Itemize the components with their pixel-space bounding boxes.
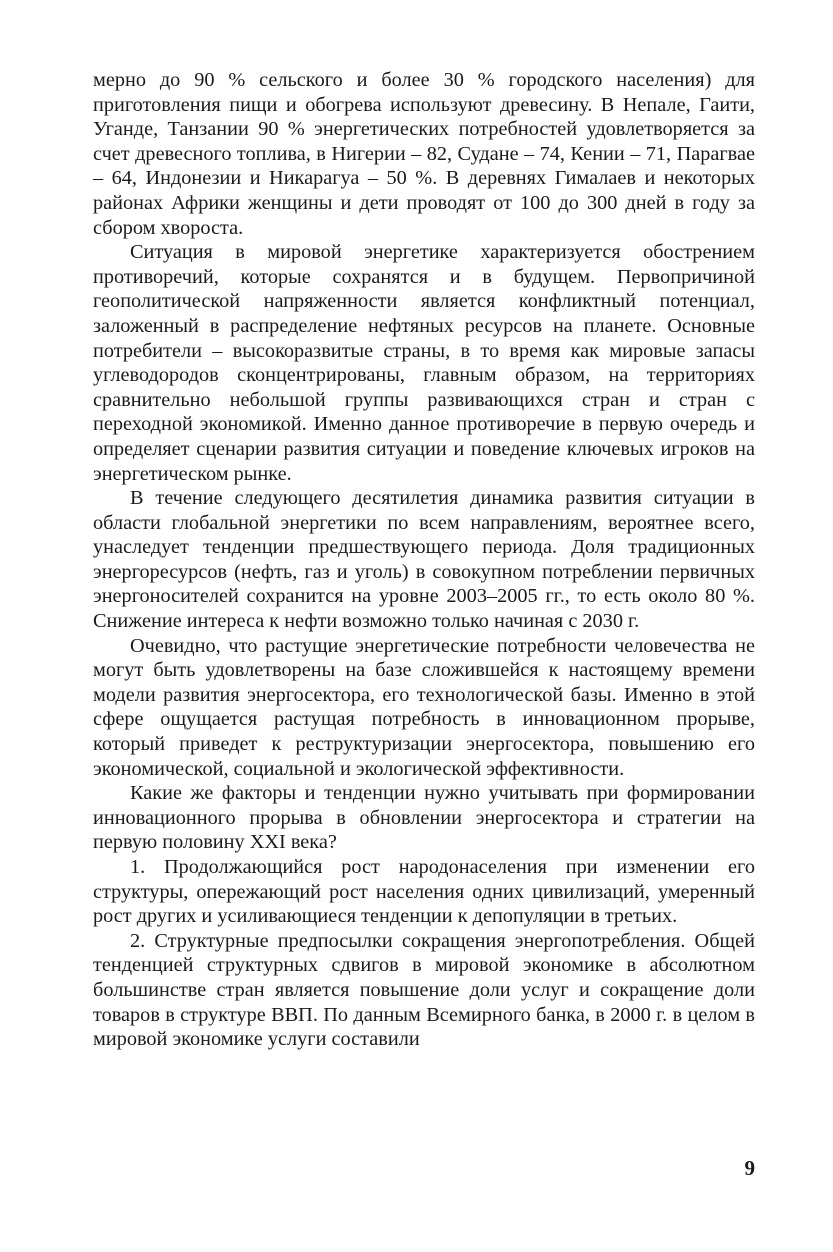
paragraph-innovation-need: Очевидно, что растущие энергетические потребности человечества не могут быть удовлетворены на базе сложившейся к настоящему времени модели развития энергосектора, его технологической базы. Именно в этой сфере ощущается растущая потребность в инновационном прорыве, который приведет к реструктуризации энергосектора, повышению его экономической, социальной и экологической эффективности. [93,634,755,780]
paragraph-energy-contradictions: Ситуация в мировой энергетике характеризуется обострением противоречий, которые сохранятся и в будущем. Первопричиной геополитической напряженности является конфликтный потенциал, заложенный в распределение нефтяных ресурсов на планете. Основные потребители – высокоразвитые страны, в то время как мировые запасы углеводородов сконцентрированы, главным образом, на территориях сравнительно небольшой группы развивающихся стран и стран с переходной экономикой. Именно данное противоречие в первую очередь и определяет сценарии развития ситуации и поведение ключевых игроков на энергетическом рынке. [93,241,755,485]
list-item-2: 2. Структурные предпосылки сокращения энергопотребления. Общей тенденцией структурных сдвигов в мировой экономике в абсолютном большинстве стран является повышение доли услуг и сокращение доли товаров в структуре ВВП. По данным Всемирного банка, в 2000 г. в целом в мировой экономике услуги составили [93,929,755,1051]
page-number: 9 [744,1156,755,1180]
paragraph-continuation: мерно до 90 % сельского и более 30 % городского населения) для приготовления пищи и обогрева используют древесину. В Непале, Гаити, Уганде, Танзании 90 % энергетических потребностей удовлетворяется за счет древесного топлива, в Нигерии – 82, Судане – 74, Кении – 71, Парагвае – 64, Индонезии и Никарагуа – 50 %. В деревнях Гималаев и некоторых районах Африки женщины и дети проводят от 100 до 300 дней в году за сбором хвороста. [93,69,755,239]
paragraph-next-decade: В течение следующего десятилетия динамика развития ситуации в области глобальной энергетики по всем направлениям, вероятнее всего, унаследует тенденции предшествующего периода. Доля традиционных энергоресурсов (нефть, газ и уголь) в совокупном потреблении первичных энергоносителей сохранится на уровне 2003–2005 гг., то есть около 80 %. Снижение интереса к нефти возможно только начиная с 2030 г. [93,487,755,633]
list-item-1: 1. Продолжающийся рост народонаселения при изменении его структуры, опережающий рост населения одних цивилизаций, умеренный рост других и усиливающиеся тенденции к депопуляции в третьих. [93,856,755,928]
page-body [93,68,755,1052]
paragraph-factors-question: Какие же факторы и тенденции нужно учитывать при формировании инновационного прорыва в обновлении энергосектора и стратегии на первую половину XXI века? [93,782,755,854]
